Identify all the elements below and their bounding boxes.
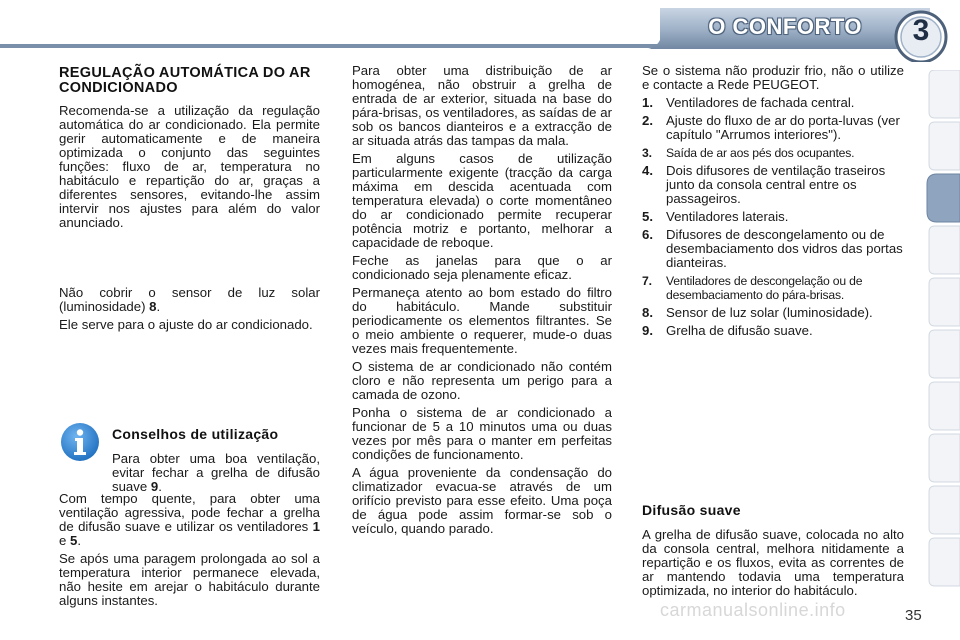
column-middle (352, 64, 612, 540)
tip1-text: Para obter uma boa ventilação, evitar fechar a grelha de difusão suave (112, 451, 320, 494)
paragraph-chlorine: O sistema de ar condicionado não contém cloro e não representa um perigo para a camada de ozono. (352, 359, 612, 402)
chapter-side-tabs (925, 70, 960, 630)
legend-number: 6. (642, 227, 653, 242)
soft-diffusion-heading: Difusão suave (642, 502, 741, 518)
legend-number: 8. (642, 305, 653, 320)
legend-number: 7. (642, 274, 652, 288)
tips-continued (59, 492, 320, 612)
legend-text: Ajuste do fluxo de ar do porta-luvas (ver capítulo "Arrumos interiores"). (666, 113, 900, 142)
info-icon (60, 422, 100, 462)
tips-heading: Conselhos de utilização (112, 426, 279, 442)
paragraph-filter: Permaneça atento ao bom estado do filtro do habitáculo. Mande substituir periodicamente os elementos filtrantes. Se o meio ambiente o requerer, mude-o duas vezes mais frequentemente. (352, 285, 612, 356)
chapter-title: O CONFORTO (708, 14, 862, 39)
tip-ventilation (112, 452, 320, 494)
paragraph-sensor-note (59, 286, 320, 314)
chapter-number: 3 (912, 14, 930, 47)
legend-item (642, 306, 904, 320)
legend-number: 9. (642, 323, 653, 338)
legend-item (642, 210, 904, 224)
paragraph-no-cold: Se o sistema não produzir frio, não o utilize e contacte a Rede PEUGEOT. (642, 63, 904, 92)
legend-number: 2. (642, 113, 653, 128)
paragraph-windows: Feche as janelas para que o ar condicionado seja plenamente eficaz. (352, 253, 612, 282)
legend-text: Difusores de descongelamento ou de desembaciamento dos vidros das portas dianteiras. (666, 227, 903, 270)
paragraph-sensor-purpose: Ele serve para o ajuste do ar condicionado. (59, 317, 313, 332)
paragraph-monthly-run: Ponha o sistema de ar condicionado a funcionar de 5 a 10 minutos uma ou duas vezes por mês para o manter em perfeitas condições de funcionamento. (352, 405, 612, 462)
legend-item (642, 114, 904, 142)
legend-text: Saída de ar aos pés dos ocupantes. (666, 146, 855, 160)
paragraph-towing: Em alguns casos de utilização particularmente exigente (tracção da carga máxima em descida acentuada com temperatura elevada) o corte momentâneo do ar condicionado permite recuperar potência motriz e portanto, melhorar a capacidade de reboque. (352, 151, 612, 250)
section-heading-automatic-ac: REGULAÇÃO AUTOMÁTICA DO AR CONDICIONADO (59, 65, 311, 96)
page-header (0, 0, 960, 60)
tip2-mid: e (59, 533, 70, 548)
legend-number: 4. (642, 163, 653, 178)
legend-text: Grelha de difusão suave. (666, 323, 813, 338)
tip2-ref1: 1 (312, 519, 320, 534)
tip1-ref: 9 (150, 479, 159, 494)
paragraph-intro: Recomenda-se a utilização da regulação automática do ar condicionado. Ela permite gerir automaticamente e de maneira optimizada o conjunto das seguintes funções: fluxo de ar, temperatura no habitáculo e repartição do ar, graças a diferentes sensores, evitando-lhe assim intervir nos ajustes para além do valor anunciado. (59, 103, 320, 230)
tip2-end: . (77, 533, 82, 548)
soft-diffusion-section (642, 502, 904, 602)
sensor-note-end: . (156, 299, 161, 314)
paragraph-distribution: Para obter uma distribuição de ar homogénea, não obstruir a grelha de entrada de ar exterior, situada na base do pára-brisas, os ventiladores, as saídas de ar sob os bancos dianteiros e a extracção de ar situada atrás das tampas da mala. (352, 63, 612, 148)
legend-number: 1. (642, 95, 653, 110)
page-number: 35 (905, 607, 922, 624)
column-left (59, 64, 320, 234)
legend-text: Ventiladores de fachada central. (666, 95, 855, 110)
soft-diffusion-text: A grelha de difusão suave, colocada no alto da consola central, melhora nitidamente a repartição e os fluxos, evita as correntes de ar mantendo todavia uma temperatura optimizada, no interior do habitáculo. (642, 527, 904, 598)
sensor-note-block (59, 286, 320, 336)
legend-text: Ventiladores de descongelação ou de desembaciamento do pára-brisas. (666, 274, 863, 302)
legend-item (642, 96, 904, 110)
watermark: carmanualsonline.info (660, 600, 846, 620)
legend-number: 5. (642, 209, 653, 224)
tips-block (112, 426, 320, 498)
legend-list (642, 96, 904, 338)
legend-item (642, 146, 904, 160)
tip1-end: . (158, 479, 162, 494)
legend-item (642, 228, 904, 270)
paragraph-condensation: A água proveniente da condensação do climatizador evacua-se através de um orifício previsto para esse efeito. Uma poça de água pode assim formar-se sob o veículo, quando parado. (352, 465, 612, 536)
tip-hot-weather (59, 492, 320, 548)
legend-item (642, 274, 904, 302)
tip2-text: Com tempo quente, para obter uma ventilação agressiva, pode fechar a grelha de difusão suave e utilizar os ventiladores (59, 491, 320, 534)
active-chapter-tab (927, 174, 960, 222)
legend-item (642, 164, 904, 206)
legend-item (642, 324, 904, 338)
legend-number: 3. (642, 146, 652, 160)
legend-text: Dois difusores de ventilação traseiros junto da consola central entre os passageiros. (666, 163, 886, 206)
column-right (642, 64, 904, 342)
tip2-ref2: 5 (70, 533, 78, 548)
legend-text: Ventiladores laterais. (666, 209, 789, 224)
sensor-note-ref: 8 (149, 299, 157, 314)
tip-after-sun: Se após uma paragem prolongada ao sol a temperatura interior permanece elevada, não hesite em arejar o habitáculo durante alguns instantes. (59, 551, 320, 608)
legend-text: Sensor de luz solar (luminosidade). (666, 305, 873, 320)
sensor-note-text: Não cobrir o sensor de luz solar (luminosidade) (59, 285, 320, 314)
